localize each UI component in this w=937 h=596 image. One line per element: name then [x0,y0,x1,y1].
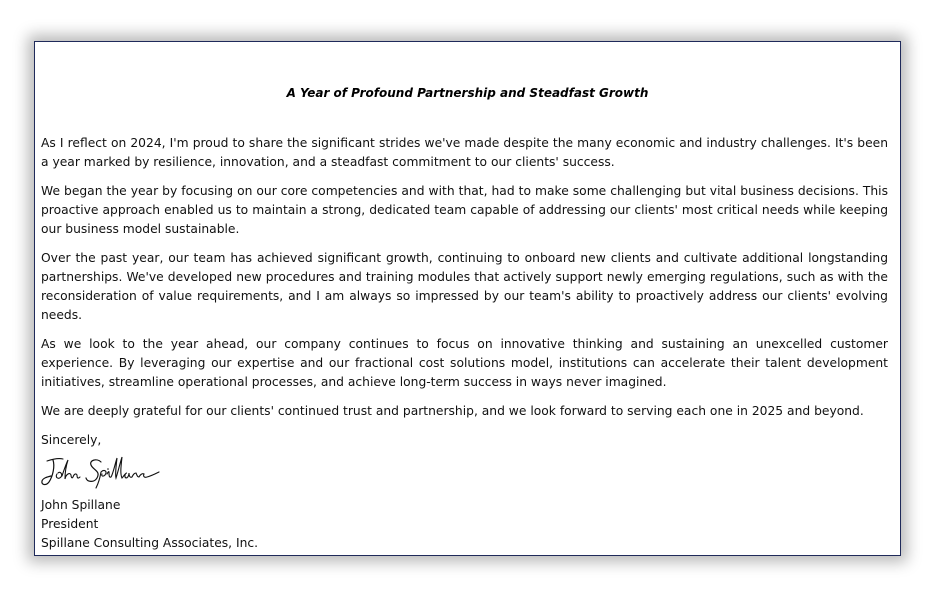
paragraph-1: As I reflect on 2024, I'm proud to share the significant strides we've made despite the many economic and industry challenges. It's been a year marked by resilience, innovation, and a steadfast commitment to our clients' success. [41,136,888,169]
letter-body [41,134,888,553]
paragraph-2: We began the year by focusing on our core competencies and with that, had to make some challenging but vital business decisions. This proactive approach enabled us to maintain a strong, dedicated team capable of addressing our clients' most critical needs while keeping our business model sustainable. [41,184,888,236]
paragraph-3: Over the past year, our team has achieved significant growth, continuing to onboard new clients and cultivate additional longstanding partnerships. We've developed new procedures and training modules that actively support newly emerging regulations, such as with the reconsideration of value requirements, and I am always so impressed by our team's ability to proactively address our clients' evolving needs. [41,251,888,322]
paragraph-4: As we look to the year ahead, our company continues to focus on innovative thinking and sustaining an unexcelled customer experience. By leveraging our expertise and our fractional cost solutions model, institutions can accelerate their talent development initiatives, streamline operational processes, and achieve long-term success in ways never imagined. [41,337,888,389]
closing-salutation: Sincerely, [41,433,102,447]
signer-title: President [41,517,99,531]
letter-frame [34,41,901,556]
paragraph-5: We are deeply grateful for our clients' continued trust and partnership, and we look forward to serving each one in 2025 and beyond. [41,404,864,418]
signer-name: John Spillane [41,498,121,512]
handwritten-signature [39,452,179,490]
letter-title: A Year of Profound Partnership and Steadfast Growth [286,86,649,100]
signer-company: Spillane Consulting Associates, Inc. [41,536,259,550]
